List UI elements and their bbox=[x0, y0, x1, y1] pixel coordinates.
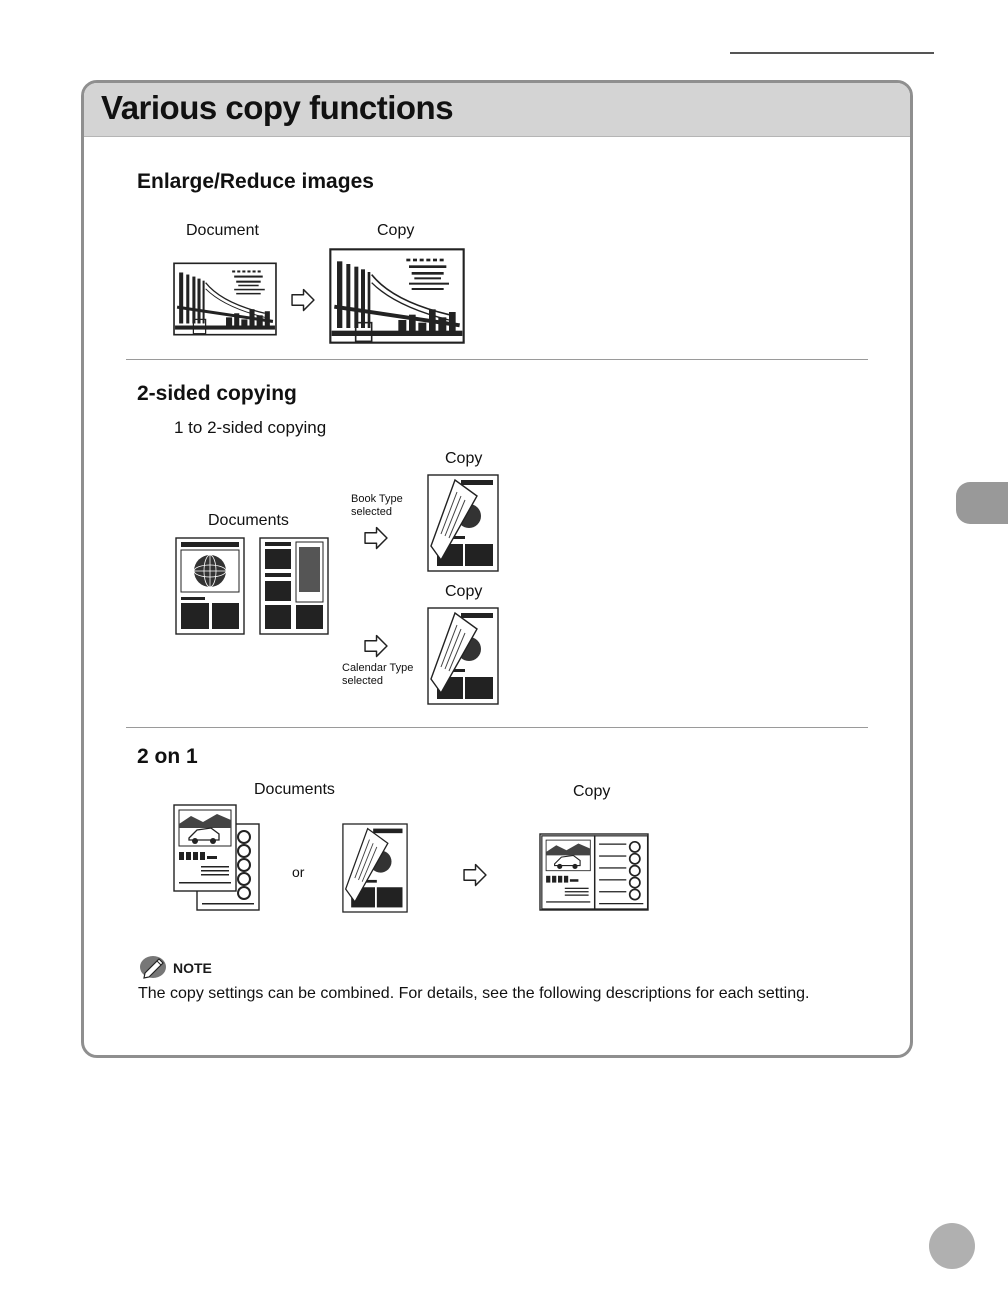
or-label: or bbox=[292, 864, 305, 880]
book-type-label: Book Type selected bbox=[351, 493, 403, 518]
book-copy-label: Copy bbox=[445, 450, 483, 467]
two-sided-documents-label: Documents bbox=[208, 512, 289, 529]
two-sided-subtitle: 1 to 2-sided copying bbox=[174, 418, 327, 437]
page-number-badge bbox=[929, 1223, 975, 1269]
bridge-copy-illustration bbox=[329, 247, 465, 345]
arrow-right-icon bbox=[364, 526, 388, 550]
note-label: NOTE bbox=[173, 960, 212, 976]
globe-document-illustration bbox=[175, 537, 245, 635]
section-divider bbox=[126, 359, 868, 360]
calendar-type-copy-illustration bbox=[427, 607, 499, 705]
two-on-one-copy-illustration bbox=[539, 833, 649, 911]
calendar-type-label: Calendar Type selected bbox=[342, 662, 414, 687]
folded-document-illustration bbox=[342, 823, 408, 913]
calendar-copy-label: Copy bbox=[445, 583, 483, 600]
two-on-one-title: 2 on 1 bbox=[137, 745, 198, 768]
copy-functions-panel bbox=[81, 80, 913, 1058]
chapter-tab bbox=[956, 482, 1008, 524]
bridge-document-illustration bbox=[173, 262, 277, 336]
panel-header bbox=[84, 83, 910, 137]
arrow-right-icon bbox=[291, 288, 315, 312]
two-on-one-copy-label: Copy bbox=[573, 783, 611, 800]
section-divider bbox=[126, 727, 868, 728]
two-sided-title: 2-sided copying bbox=[137, 382, 297, 405]
header-rule bbox=[730, 52, 934, 54]
page-title: Various copy functions bbox=[101, 89, 454, 126]
book-type-copy-illustration bbox=[427, 474, 499, 572]
pencil-note-icon bbox=[139, 955, 169, 979]
arrow-right-icon bbox=[364, 634, 388, 658]
text-document-illustration bbox=[259, 537, 329, 635]
two-on-one-documents-label: Documents bbox=[254, 781, 335, 798]
enlarge-copy-label: Copy bbox=[377, 222, 415, 239]
car-document-illustration bbox=[173, 804, 237, 892]
note-text: The copy settings can be combined. For details, see the following descriptions for each setting. bbox=[138, 985, 810, 1002]
enlarge-reduce-title: Enlarge/Reduce images bbox=[137, 170, 374, 193]
arrow-right-icon bbox=[463, 863, 487, 887]
enlarge-document-label: Document bbox=[186, 222, 259, 239]
